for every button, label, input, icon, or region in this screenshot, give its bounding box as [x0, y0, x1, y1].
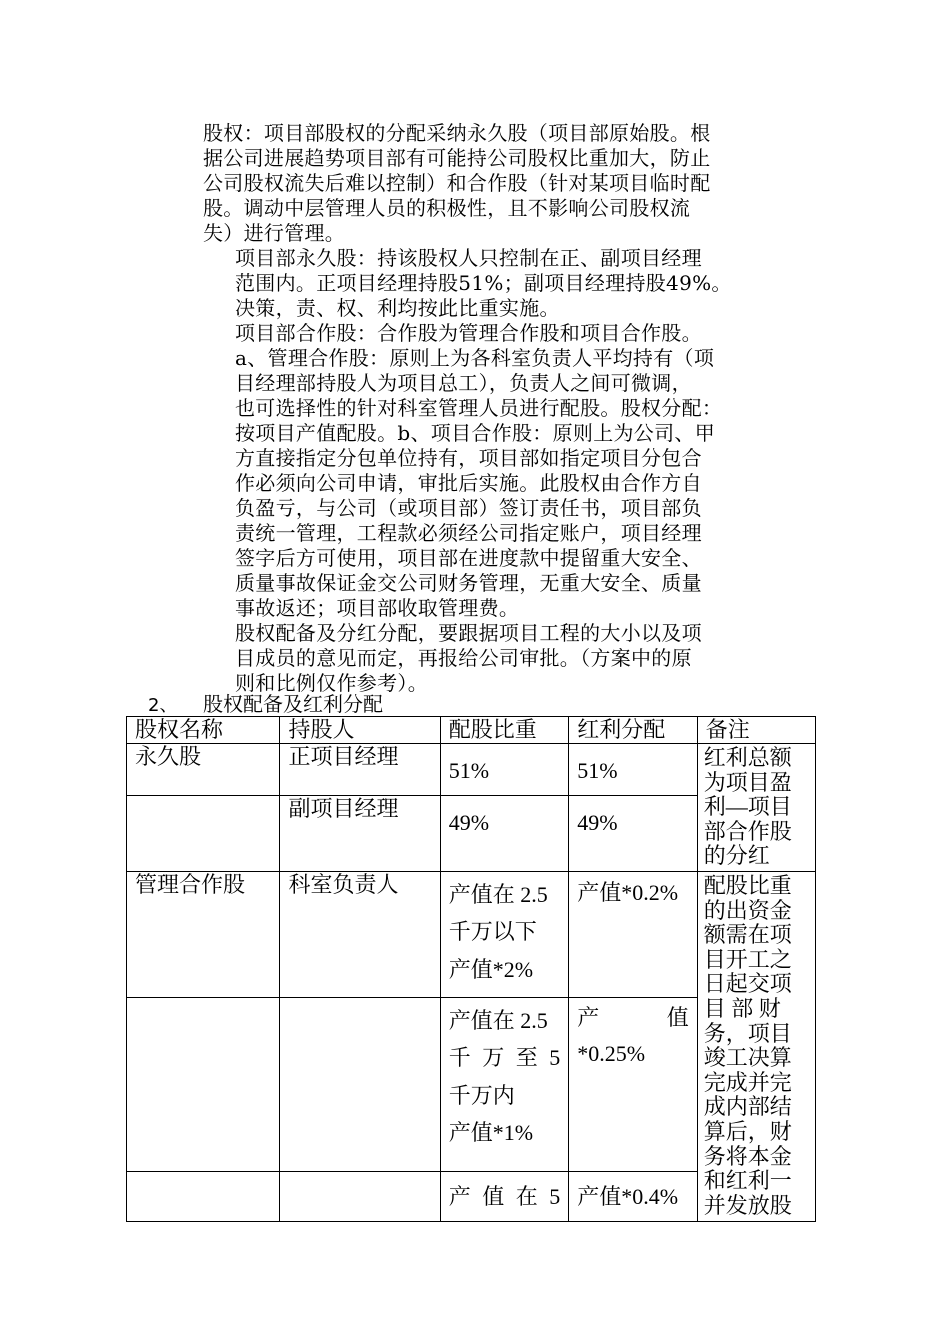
header-dividend: 红利分配 — [569, 717, 697, 744]
empty-cell — [280, 997, 440, 1171]
text-line: 目经理部持股人为项目总工），负责人之间可微调， — [235, 371, 692, 395]
share-ratio-tier2 — [440, 997, 568, 1171]
text-line: 千万内 — [448, 1082, 515, 1108]
text-line: 项目部永久股：持该股权人只控制在正、副项目经理 — [235, 246, 702, 270]
text-line: 失）进行管理。 — [203, 221, 346, 245]
header-share-ratio: 配股比重 — [440, 717, 568, 744]
text-line: 公司股权流失后难以控制）和合作股（针对某项目临时配 — [203, 171, 711, 195]
empty-cell — [280, 1171, 440, 1221]
paragraph-permanent-shares — [235, 246, 815, 321]
text-line: 利—项目 — [703, 794, 792, 820]
share-name-permanent: 永久股 — [127, 744, 280, 796]
text-line: 方直接指定分包单位持有，项目部如指定项目分包合 — [235, 446, 702, 470]
header-share-name: 股权名称 — [127, 717, 280, 744]
text-line: 股。调动中层管理人员的积极性，且不影响公司股权流 — [203, 196, 691, 220]
table-row — [127, 744, 816, 796]
text-line: 务，项目 — [703, 1020, 792, 1046]
text-line: 红利总额 — [703, 745, 792, 770]
mgmt-remark — [697, 871, 815, 1221]
text-line: 按项目产值配股。b、项目合作股：原则上为公司、甲 — [235, 421, 716, 445]
dividend-tier2-b: 值 — [666, 1004, 689, 1030]
empty-cell — [127, 997, 280, 1171]
text-line: 范围内。正项目经理持股51%；副项目经理持股49%。 — [235, 271, 732, 295]
dividend-tier2 — [569, 997, 697, 1171]
text-line: 则和比例仅作参考）。 — [235, 671, 428, 695]
text-line: 产值*2% — [448, 956, 534, 982]
paragraph-equity-intro — [203, 121, 808, 246]
text-line: 产值在 2.5 — [448, 881, 548, 907]
text-line: 竣工决算 — [703, 1045, 792, 1071]
text-line: 股权：项目部股权的分配采纳永久股（项目部原始股。根 — [203, 121, 711, 145]
text-line: 质量事故保证金交公司财务管理，无重大安全、质量 — [235, 571, 702, 595]
table-header-row — [127, 717, 816, 744]
share-ratio: 49% — [440, 796, 568, 872]
paragraph-cooperative-shares — [235, 321, 815, 621]
text-line: 并发放股 — [703, 1192, 792, 1218]
text-line: 签字后方可使用，项目部在进度款中提留重大安全、 — [235, 546, 702, 570]
holder-manager: 正项目经理 — [280, 744, 440, 796]
text-line: 的分红 — [703, 843, 770, 869]
text-line: 完成并完 — [703, 1069, 792, 1095]
text-line: 产值在 2.5 — [448, 1007, 548, 1033]
dividend-ratio: 51% — [569, 744, 697, 796]
header-holder: 持股人 — [280, 717, 440, 744]
empty-cell — [127, 796, 280, 872]
text-line: 日起交项 — [703, 971, 792, 997]
permanent-remark — [697, 744, 815, 872]
text-line: 据公司进展趋势项目部有可能持公司股权比重加大，防止 — [203, 146, 711, 170]
equity-dividend-table — [126, 716, 816, 1222]
text-line: 的出资金 — [703, 897, 792, 923]
section-number: 2、 — [148, 695, 178, 716]
header-remarks: 备注 — [697, 717, 815, 744]
dividend-tier1: 产值*0.2% — [569, 871, 697, 997]
text-line: 产值*1% — [448, 1120, 534, 1146]
paragraph-dividend-note — [235, 621, 815, 696]
table-row — [127, 871, 816, 997]
text-line: 股权配备及分红分配，要跟据项目工程的大小以及项 — [235, 621, 702, 645]
text-line: 算后，财 — [703, 1118, 792, 1144]
text-line: 目成员的意见而定，再报给公司审批。（方案中的原 — [235, 646, 692, 670]
text-line: 千万以下 — [448, 919, 537, 945]
text-line: 部合作股 — [703, 818, 792, 844]
text-line: 项目部合作股：合作股为管理合作股和项目合作股。 — [235, 321, 702, 345]
empty-cell — [127, 1171, 280, 1221]
text-line: 也可选择性的针对科室管理人员进行配股。股权分配： — [235, 396, 723, 420]
share-ratio: 51% — [440, 744, 568, 796]
text-line: 千 万 至 5 — [448, 1045, 561, 1071]
text-line: 额需在项 — [703, 922, 792, 948]
dividend-tier2-c: *0.25% — [577, 1040, 646, 1066]
dividend-tier3: 产值*0.4% — [569, 1171, 697, 1221]
share-ratio-tier3-text: 产 值 在 5 — [448, 1183, 561, 1209]
text-line: 成内部结 — [703, 1094, 792, 1120]
share-name-mgmt: 管理合作股 — [127, 871, 280, 997]
text-line: 为项目盈 — [703, 769, 792, 795]
section-heading — [148, 692, 383, 718]
text-line: 作必须向公司申请，审批后实施。此股权由合作方自 — [235, 471, 702, 495]
text-line: 配股比重 — [703, 872, 792, 898]
text-line: 负盈亏，与公司（或项目部）签订责任书，项目部负 — [235, 496, 702, 520]
text-line: 目 部 财 — [703, 995, 781, 1021]
text-line: 决策，责、权、利均按此比重实施。 — [235, 296, 560, 320]
text-line: a、管理合作股：原则上为各科室负责人平均持有（项 — [235, 346, 715, 370]
share-ratio-tier1 — [440, 871, 568, 997]
text-line: 事故返还；项目部收取管理费。 — [235, 596, 520, 620]
text-line: 目开工之 — [703, 946, 792, 972]
text-line: 和红利一 — [703, 1168, 792, 1194]
share-ratio-tier3 — [440, 1171, 568, 1221]
text-line: 责统一管理，工程款必须经公司指定账户，项目经理 — [235, 521, 702, 545]
holder-dept-head: 科室负责人 — [280, 871, 440, 997]
section-title: 股权配备及红利分配 — [203, 692, 383, 716]
text-line: 务将本金 — [703, 1143, 792, 1169]
holder-deputy-manager: 副项目经理 — [280, 796, 440, 872]
dividend-tier2-a: 产 — [577, 1004, 600, 1030]
dividend-ratio: 49% — [569, 796, 697, 872]
